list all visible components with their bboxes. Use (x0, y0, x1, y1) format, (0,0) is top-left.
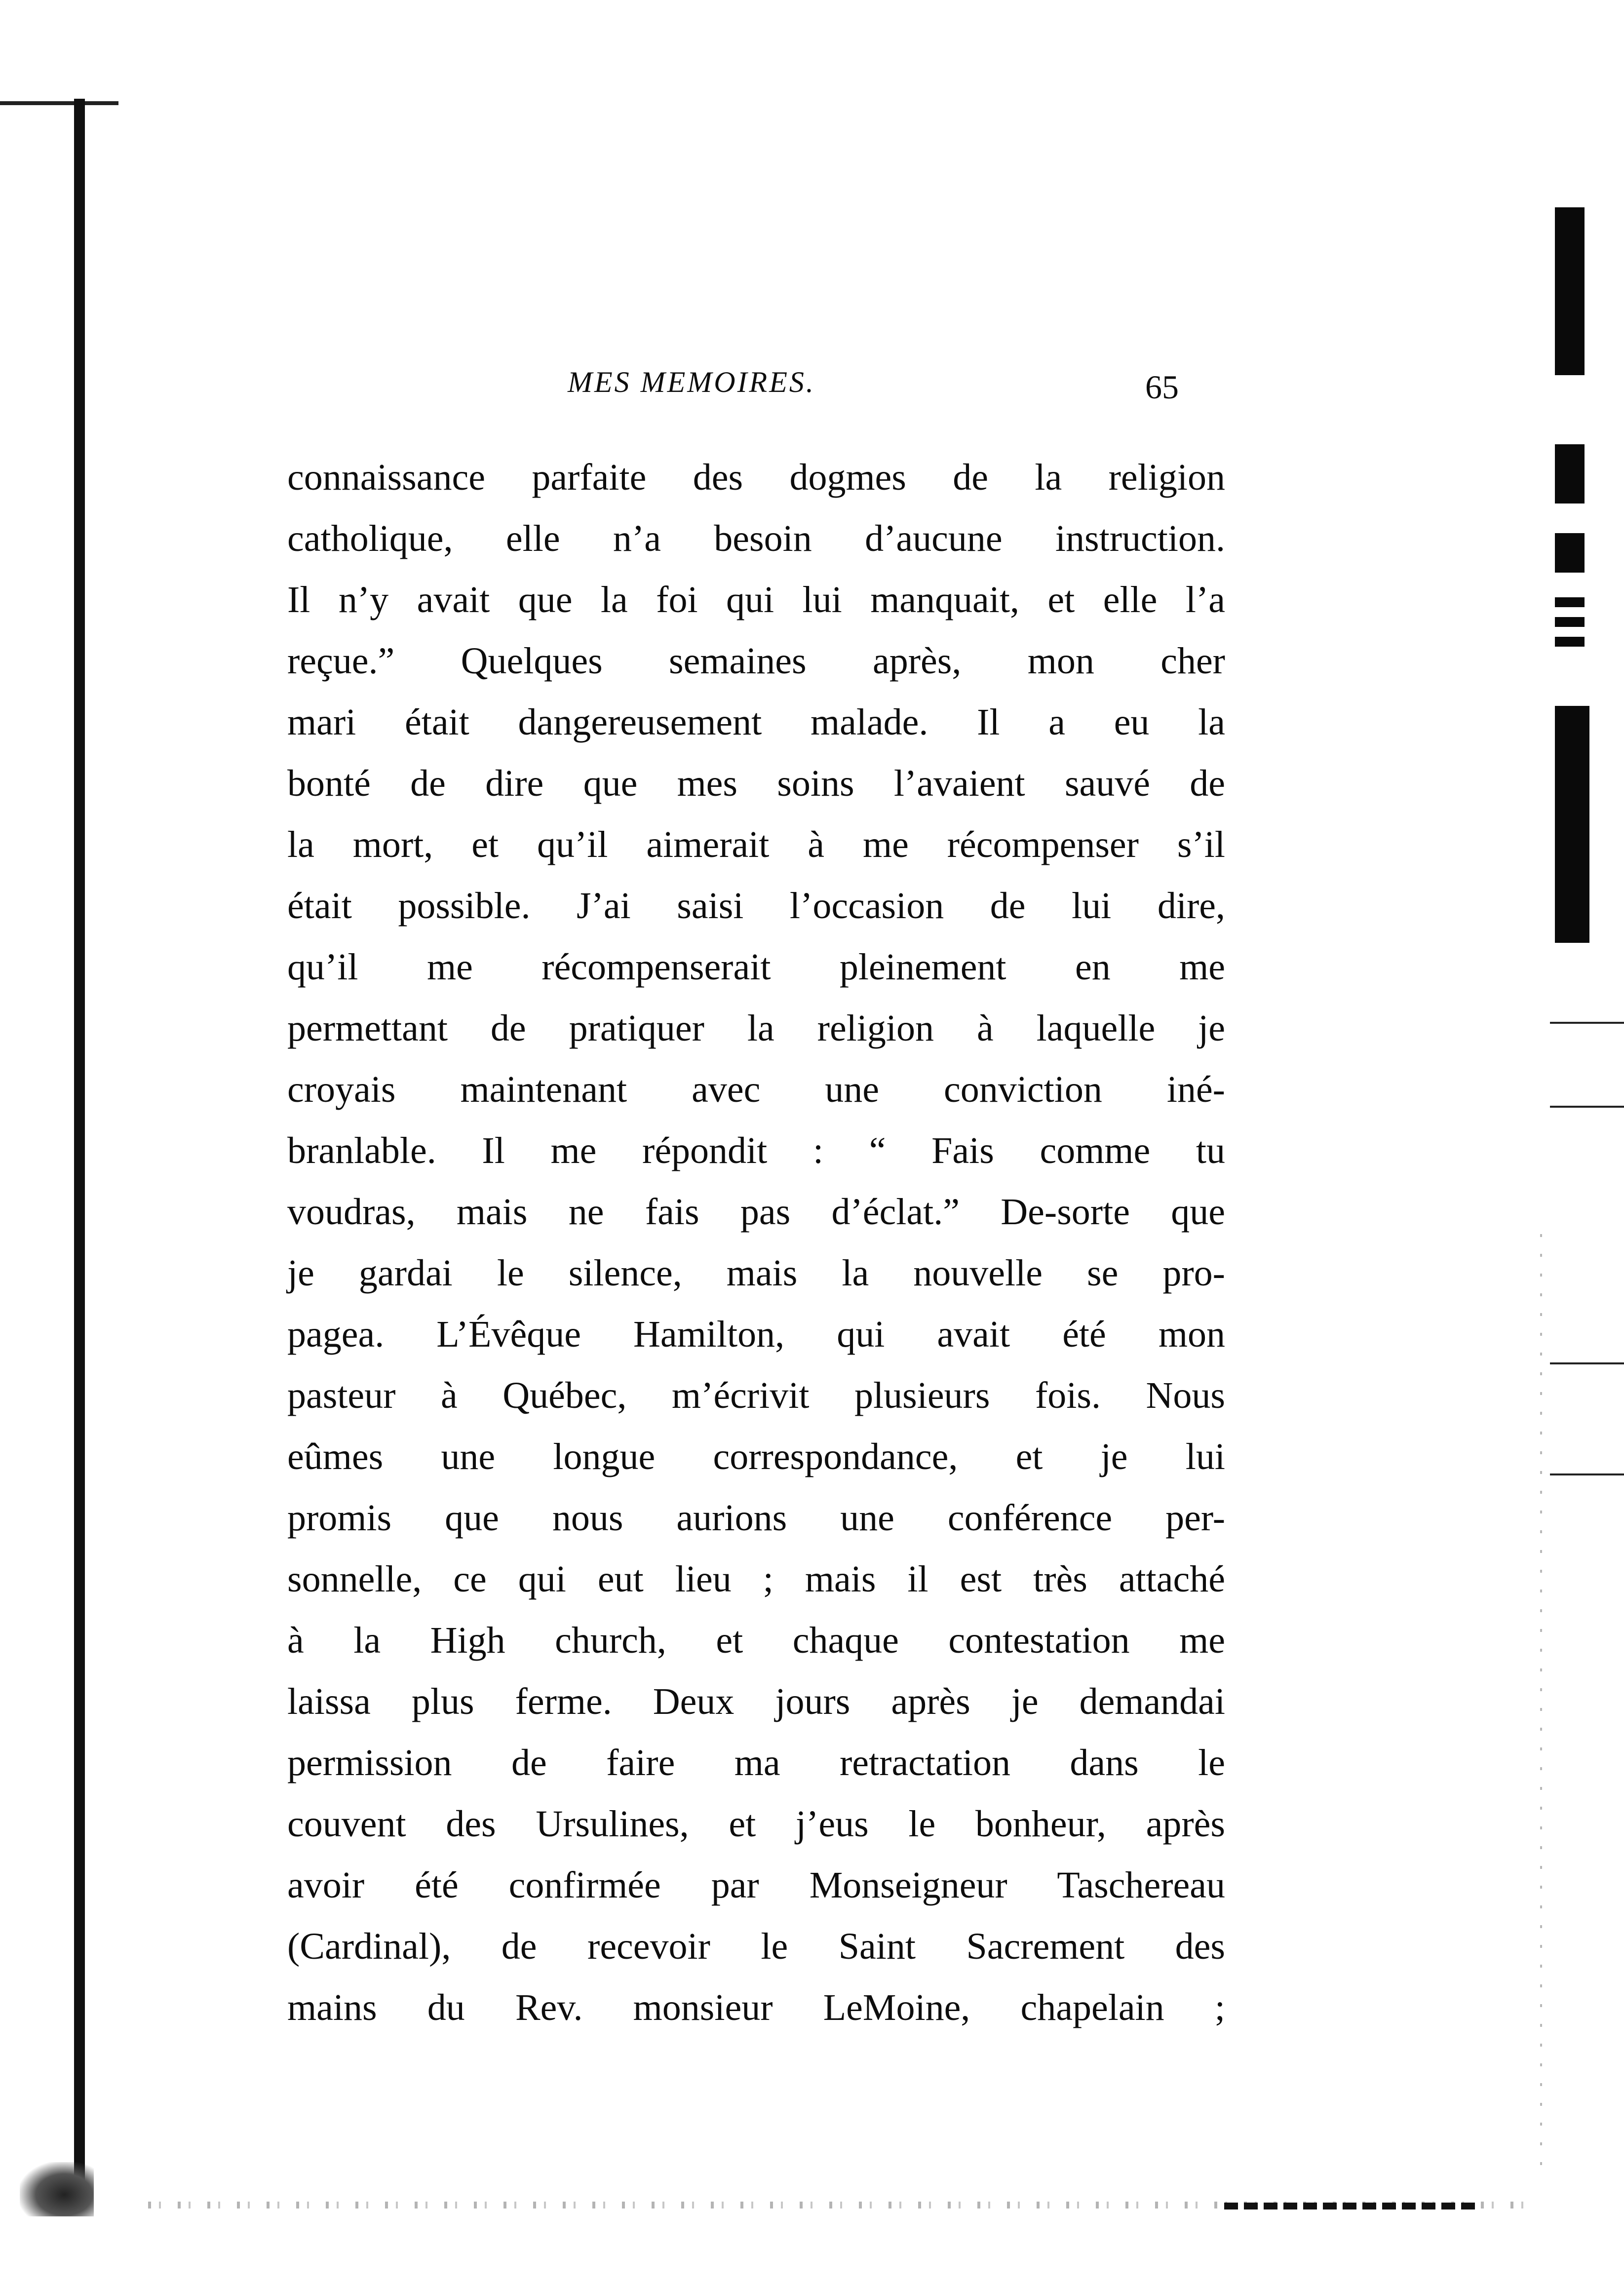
text-line: connaissance parfaite des dogmes de la religion (287, 457, 1225, 498)
right-edge-bleed-marks (1555, 207, 1589, 948)
text-line: laissa plus ferme. Deux jours après je demandai (287, 1681, 1225, 1722)
text-line: reçue.” Quelques semaines après, mon cher (287, 640, 1225, 682)
text-line: croyais maintenant avec une conviction iné- (287, 1069, 1225, 1110)
right-edge-rule (1550, 1106, 1624, 1108)
text-line: sonnelle, ce qui eut lieu ; mais il est très attaché (287, 1558, 1225, 1600)
text-line: à la High church, et chaque contestation me (287, 1620, 1225, 1661)
text-line: Il n’y avait que la foi qui lui manquait, et elle l’a (287, 579, 1225, 620)
text-line: permission de faire ma retractation dans le (287, 1742, 1225, 1783)
text-line: branlable. Il me répondit : “ Fais comme tu (287, 1130, 1225, 1171)
scan-blot (20, 2162, 94, 2216)
text-line: la mort, et qu’il aimerait à me récompenser s’il (287, 824, 1225, 865)
text-line: pasteur à Québec, m’écrivit plusieurs fois. Nous (287, 1375, 1225, 1416)
text-line: promis que nous aurions une conférence per- (287, 1497, 1225, 1539)
running-head: MES MEMOIRES. (568, 366, 815, 398)
text-line: couvent des Ursulines, et j’eus le bonheur, après (287, 1803, 1225, 1845)
text-line: mari était dangereusement malade. Il a eu la (287, 701, 1225, 743)
text-line: pagea. L’Évêque Hamilton, qui avait été mon (287, 1314, 1225, 1355)
text-line: était possible. J’ai saisi l’occasion de lui dire, (287, 885, 1225, 927)
text-line: qu’il me récompenserait pleinement en me (287, 946, 1225, 988)
text-line: bonté de dire que mes soins l’avaient sauvé de (287, 763, 1225, 804)
text-line: catholique, elle n’a besoin d’aucune instruction. (287, 518, 1225, 559)
text-line: mains du Rev. monsieur LeMoine, chapelain ; (287, 1987, 1225, 2028)
page-number: 65 (1145, 368, 1179, 406)
text-line: je gardai le silence, mais la nouvelle se pro- (287, 1252, 1225, 1294)
text-line: permettant de pratiquer la religion à laquelle je (287, 1007, 1225, 1049)
scan-noise-bottom-dark (1224, 2203, 1481, 2209)
right-edge-rule (1550, 1022, 1624, 1024)
right-edge-dots (1540, 1234, 1542, 2172)
right-edge-rule (1550, 1473, 1624, 1475)
binding-gutter-line (74, 99, 85, 2182)
body-text (287, 447, 1225, 2038)
text-line: eûmes une longue correspondance, et je lui (287, 1436, 1225, 1477)
right-edge-rule (1550, 1362, 1624, 1364)
text-line: (Cardinal), de recevoir le Saint Sacrement des (287, 1926, 1225, 1967)
text-line: avoir été confirmée par Monseigneur Taschereau (287, 1864, 1225, 1906)
text-line: voudras, mais ne fais pas d’éclat.” De-sorte que (287, 1191, 1225, 1233)
binding-edge-top (0, 101, 118, 105)
